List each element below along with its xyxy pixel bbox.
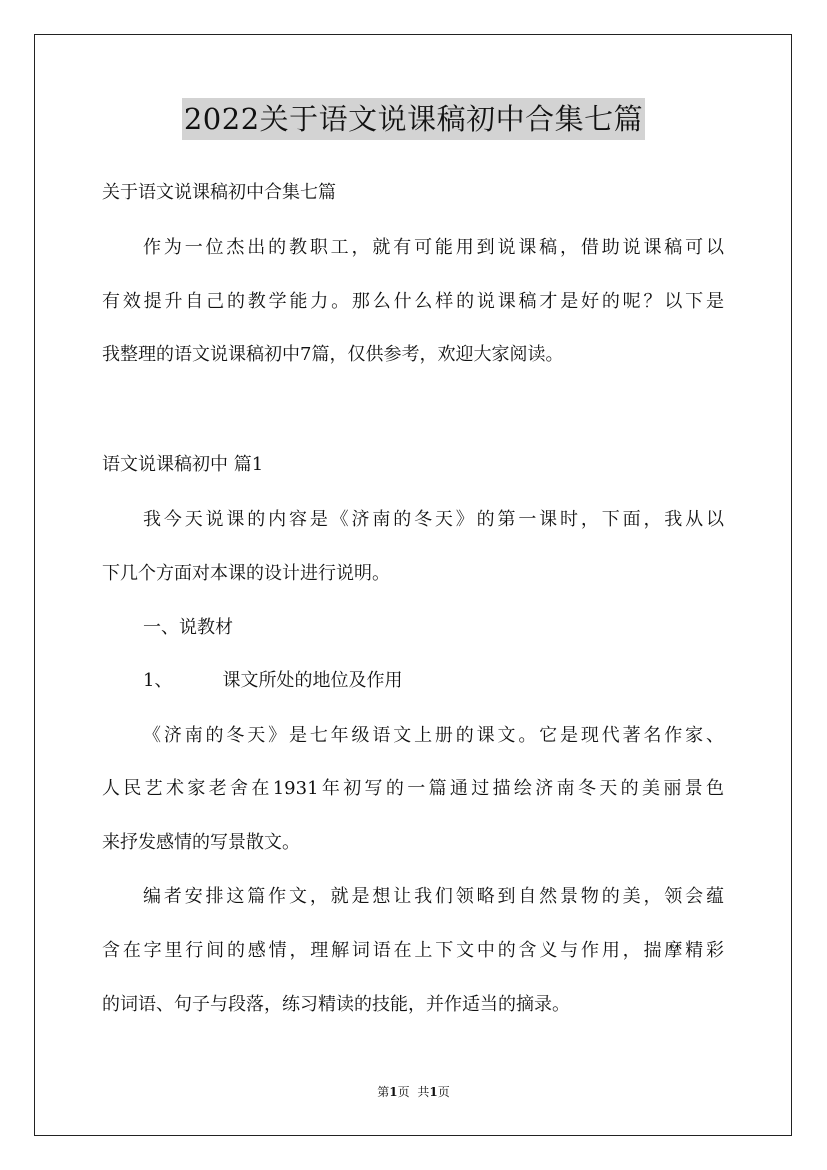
total-pages-number: 1 — [429, 1085, 438, 1099]
document-subtitle: 关于语文说课稿初中合集七篇 — [102, 182, 336, 203]
intro-line-3: 我整理的语文说课稿初中7篇，仅供参考，欢迎大家阅读。 — [102, 344, 564, 365]
paragraph3-line-3: 的词语、句子与段落，练习精读的技能，并作适当的摘录。 — [102, 994, 570, 1015]
list-item-number: 1、 — [143, 670, 173, 691]
paragraph1-line-1: 我今天说课的内容是《济南的冬天》的第一课时，下面，我从以 — [143, 509, 724, 530]
subheading-textbook: 一、说教材 — [143, 617, 233, 638]
paragraph3-line-1: 编者安排这篇作文，就是想让我们领略到自然景物的美，领会蕴 — [143, 886, 724, 907]
document-title: 2022关于语文说课稿初中合集七篇 — [182, 98, 645, 140]
list-item — [143, 669, 402, 693]
current-page-number: 1 — [389, 1085, 398, 1099]
paragraph2-line-2: 人民艺术家老舍在1931年初写的一篇通过描绘济南冬天的美丽景色 — [102, 778, 724, 799]
list-item-text: 课文所处的地位及作用 — [222, 670, 403, 691]
paragraph2-line-1: 《济南的冬天》是七年级语文上册的课文。它是现代著名作家、 — [143, 725, 724, 746]
intro-line-1: 作为一位杰出的教职工，就有可能用到说课稿，借助说课稿可以 — [143, 237, 724, 258]
page-footer: 第1页 共1页 — [377, 1085, 450, 1099]
paragraph2-line-3: 来抒发感情的写景散文。 — [102, 832, 300, 853]
paragraph1-line-2: 下几个方面对本课的设计进行说明。 — [102, 563, 390, 584]
intro-line-2: 有效提升自己的教学能力。那么什么样的说课稿才是好的呢？以下是 — [102, 291, 724, 312]
paragraph3-line-2: 含在字里行间的感情，理解词语在上下文中的含义与作用，揣摩精彩 — [102, 940, 724, 961]
section-heading: 语文说课稿初中 篇1 — [102, 454, 264, 475]
